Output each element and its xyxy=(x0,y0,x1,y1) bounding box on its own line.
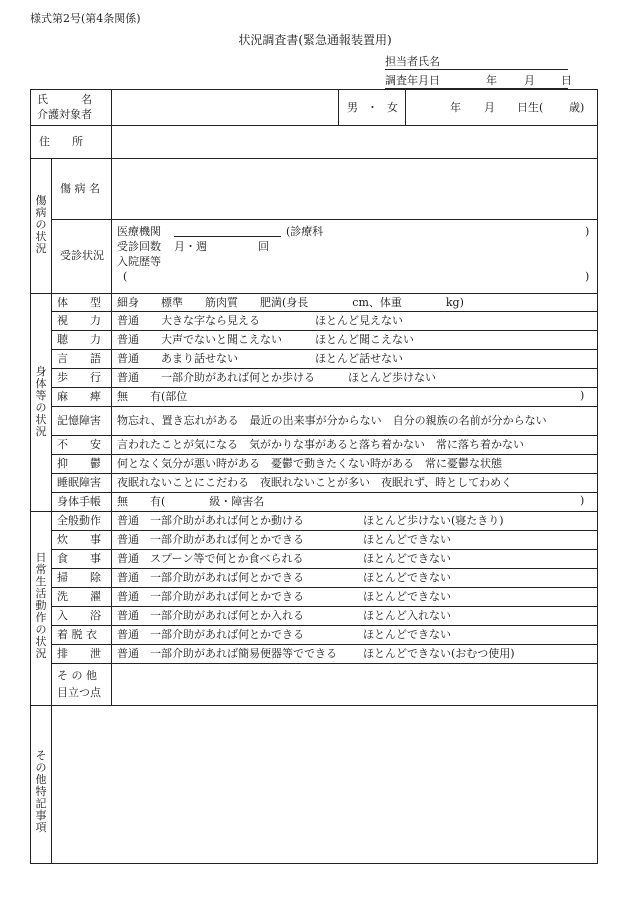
remarks-section-label: その他特記事項 xyxy=(35,749,47,834)
hospitalization-open-paren: ( xyxy=(123,270,128,283)
age-unit: 歳) xyxy=(569,101,585,114)
daily-row-label: 掃 除 xyxy=(57,571,101,584)
daily-row-options-worst[interactable]: ほとんどできない xyxy=(363,571,451,584)
body-row-label: 抑 鬱 xyxy=(57,457,101,470)
clinic-field[interactable] xyxy=(174,226,281,237)
daily-row-options[interactable]: 普通 スプーン等で何とか食べられる xyxy=(117,552,304,565)
body-row-options[interactable]: 普通 あまり話せない ほとんど話せない xyxy=(117,352,403,365)
daily-row-options[interactable]: 普通 一部介助があれば何とか動ける xyxy=(117,514,304,527)
remarks-area[interactable] xyxy=(52,706,597,862)
visit-count-label: 受診回数 xyxy=(117,240,161,253)
other-notable-label-1: そ の 他 xyxy=(57,669,97,682)
body-row-label: 聴 力 xyxy=(57,333,101,346)
body-row-label: 不 安 xyxy=(57,438,101,451)
daily-row-options-worst[interactable]: ほとんどできない xyxy=(363,590,451,603)
care-target-label: 介護対象者 xyxy=(37,108,92,121)
daily-row-options-worst[interactable]: ほとんどできない xyxy=(363,552,451,565)
body-row-label: 歩 行 xyxy=(57,371,101,384)
survey-month-unit: 月 xyxy=(524,74,535,87)
daily-row-options-worst[interactable]: ほとんどできない(おむつ使用) xyxy=(363,647,515,660)
person-in-charge-field[interactable] xyxy=(385,56,568,70)
birth-year-unit: 年 xyxy=(450,101,461,114)
survey-date-field[interactable] xyxy=(385,74,572,89)
daily-row-options[interactable]: 普通 一部介助があれば何とかできる xyxy=(117,628,304,641)
survey-year-unit: 年 xyxy=(486,74,497,87)
daily-row-label: 着 脱 衣 xyxy=(57,628,97,641)
body-row-options[interactable]: 何となく気分が悪い時がある 憂鬱で動きたくない時がある 常に憂鬱な状態 xyxy=(117,457,502,470)
visit-status-label: 受診状況 xyxy=(60,249,104,262)
body-row-label: 睡眠障害 xyxy=(57,476,101,489)
name-label: 氏 名 xyxy=(37,93,92,106)
daily-row-label: 食 事 xyxy=(57,552,101,565)
hospitalization-label: 入院歴等 xyxy=(117,255,161,268)
daily-row-label: 入 浴 xyxy=(57,609,101,622)
paralysis-close-paren: ) xyxy=(580,389,585,402)
clinic-label: 医療機関 xyxy=(117,225,161,238)
injury-section-label: 傷病の状況 xyxy=(35,194,47,255)
body-row-options[interactable]: 物忘れ、置き忘れがある 最近の出来事が分からない 自分の親族の名前が分からない xyxy=(117,414,547,427)
daily-row-options[interactable]: 普通 一部介助があれば何とかできる xyxy=(117,533,304,546)
daily-row-options[interactable]: 普通 一部介助があれば何とか入れる xyxy=(117,609,304,622)
body-row-label: 言 語 xyxy=(57,352,101,365)
sex-separator: ・ xyxy=(367,101,378,114)
daily-row-label: 排 泄 xyxy=(57,647,101,660)
daily-row-label: 全般動作 xyxy=(57,514,101,527)
survey-day-unit: 日 xyxy=(561,74,572,87)
body-row-label: 体 型 xyxy=(57,296,101,309)
body-row-options[interactable]: 普通 大きな字なら見える ほとんど見えない xyxy=(117,314,403,327)
status-survey-form xyxy=(30,89,598,864)
injury-name-label: 傷 病 名 xyxy=(60,182,100,195)
body-row-options[interactable]: 細身 標準 筋肉質 肥満(身長 cm、体重 kg) xyxy=(117,296,464,309)
form-number-label: 様式第2号(第4条関係) xyxy=(30,12,141,25)
daily-row-options[interactable]: 普通 一部介助があれば何とかできる xyxy=(117,571,304,584)
body-row-options[interactable]: 無 有(部位 xyxy=(117,390,188,403)
body-row-label: 記憶障害 xyxy=(57,414,101,427)
birth-day-unit: 日生( xyxy=(517,101,544,114)
dept-label: (診療科 xyxy=(286,225,324,238)
daily-section-label: 日常生活動作の状況 xyxy=(35,551,47,660)
address-label: 住 所 xyxy=(39,135,83,148)
daily-row-label: 炊 事 xyxy=(57,533,101,546)
birth-month-unit: 月 xyxy=(484,101,495,114)
visit-freq-label: 月・週 xyxy=(174,240,207,253)
sex-male-option[interactable]: 男 xyxy=(347,101,358,114)
sex-female-option[interactable]: 女 xyxy=(387,101,398,114)
body-row-options[interactable]: 言われたことが気になる 気がかりな事があると落ち着かない 常に落ち着かない xyxy=(117,438,524,451)
dept-close-paren: ) xyxy=(585,225,590,238)
body-row-label: 麻 痺 xyxy=(57,390,101,403)
body-row-options[interactable]: 夜眠れないことにこだわる 夜眠れないことが多い 夜眠れず、時としてわめく xyxy=(117,476,513,489)
other-notable-label-2: 目立つ点 xyxy=(57,686,101,699)
visit-times-unit: 回 xyxy=(258,240,269,253)
daily-row-options-worst[interactable]: ほとんどできない xyxy=(363,533,451,546)
body-row-label: 視 力 xyxy=(57,314,101,327)
person-in-charge-label: 担当者氏名 xyxy=(385,55,440,68)
daily-row-options-worst[interactable]: ほとんど入れない xyxy=(363,609,451,622)
form-title: 状況調査書(緊急通報装置用) xyxy=(238,33,392,47)
handbook-close-paren: ) xyxy=(580,494,585,507)
daily-row-options-worst[interactable]: ほとんどできない xyxy=(363,628,451,641)
survey-date-label: 調査年月日 xyxy=(385,74,440,87)
daily-row-options-worst[interactable]: ほとんど歩けない(寝たきり) xyxy=(363,514,504,527)
body-row-options[interactable]: 普通 大声でないと聞こえない ほとんど聞こえない xyxy=(117,333,414,346)
body-row-label: 身体手帳 xyxy=(57,495,101,508)
body-section-label: 身体等の状況 xyxy=(35,365,47,438)
body-row-options[interactable]: 普通 一部介助があれば何とか歩ける ほとんど歩けない xyxy=(117,371,436,384)
daily-row-label: 洗 濯 xyxy=(57,590,101,603)
daily-row-options[interactable]: 普通 一部介助があれば簡易便器等でできる xyxy=(117,647,337,660)
body-row-options[interactable]: 無 有( 級・障害名 xyxy=(117,495,265,508)
daily-row-options[interactable]: 普通 一部介助があれば何とかできる xyxy=(117,590,304,603)
hospitalization-close-paren: ) xyxy=(585,270,590,283)
